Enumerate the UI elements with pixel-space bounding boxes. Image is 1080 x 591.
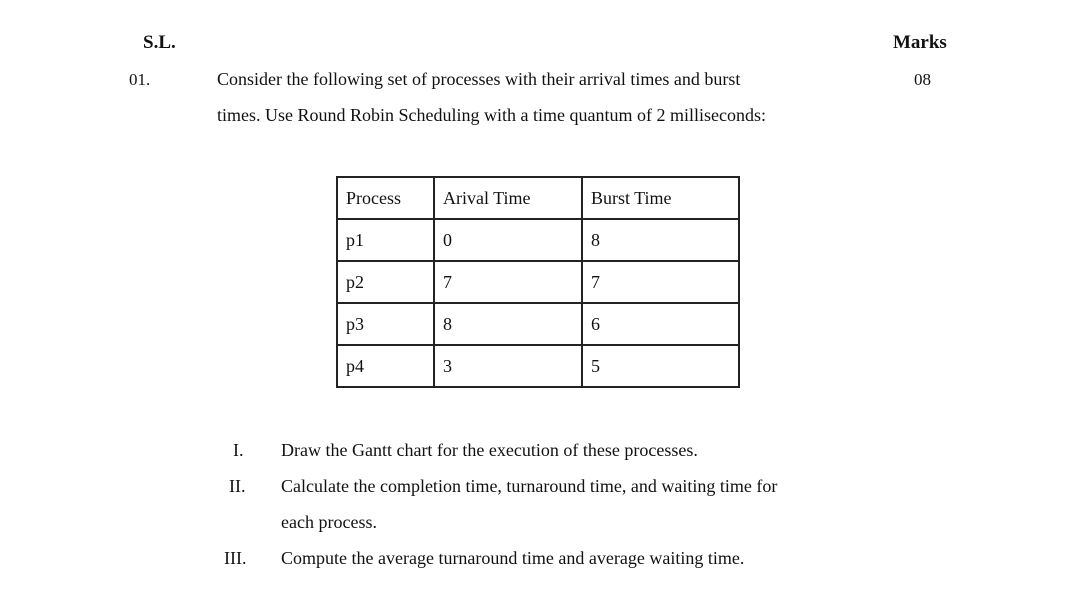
marks-header: Marks [893, 32, 947, 53]
table-row [337, 303, 739, 345]
table-header-row [337, 177, 739, 219]
table-row [337, 261, 739, 303]
cell-process: p4 [337, 345, 434, 387]
task-3-numeral: III. [224, 548, 247, 568]
question-number: 01. [129, 70, 151, 89]
cell-burst: 5 [582, 345, 739, 387]
cell-process: p1 [337, 219, 434, 261]
table-row [337, 345, 739, 387]
task-2-text-line-2: each process. [281, 512, 377, 532]
task-3-text: Compute the average turnaround time and average waiting time. [281, 548, 745, 568]
header-burst-time: Burst Time [582, 177, 739, 219]
cell-process: p2 [337, 261, 434, 303]
task-2-text-line-1: Calculate the completion time, turnaround time, and waiting time for [281, 476, 778, 496]
cell-arrival: 0 [434, 219, 582, 261]
table-row [337, 219, 739, 261]
question-text-line-2: times. Use Round Robin Scheduling with a time quantum of 2 milliseconds: [217, 105, 766, 125]
cell-burst: 7 [582, 261, 739, 303]
cell-arrival: 3 [434, 345, 582, 387]
cell-arrival: 7 [434, 261, 582, 303]
cell-burst: 6 [582, 303, 739, 345]
cell-burst: 8 [582, 219, 739, 261]
cell-arrival: 8 [434, 303, 582, 345]
header-process: Process [337, 177, 434, 219]
task-1-numeral: I. [233, 440, 244, 460]
question-marks: 08 [914, 70, 931, 89]
header-arrival-time: Arival Time [434, 177, 582, 219]
question-text-line-1: Consider the following set of processes with their arrival times and burst [217, 69, 741, 89]
task-1-text: Draw the Gantt chart for the execution of these processes. [281, 440, 698, 460]
process-table [336, 176, 740, 388]
cell-process: p3 [337, 303, 434, 345]
sl-header: S.L. [143, 32, 176, 53]
task-2-numeral: II. [229, 476, 246, 496]
